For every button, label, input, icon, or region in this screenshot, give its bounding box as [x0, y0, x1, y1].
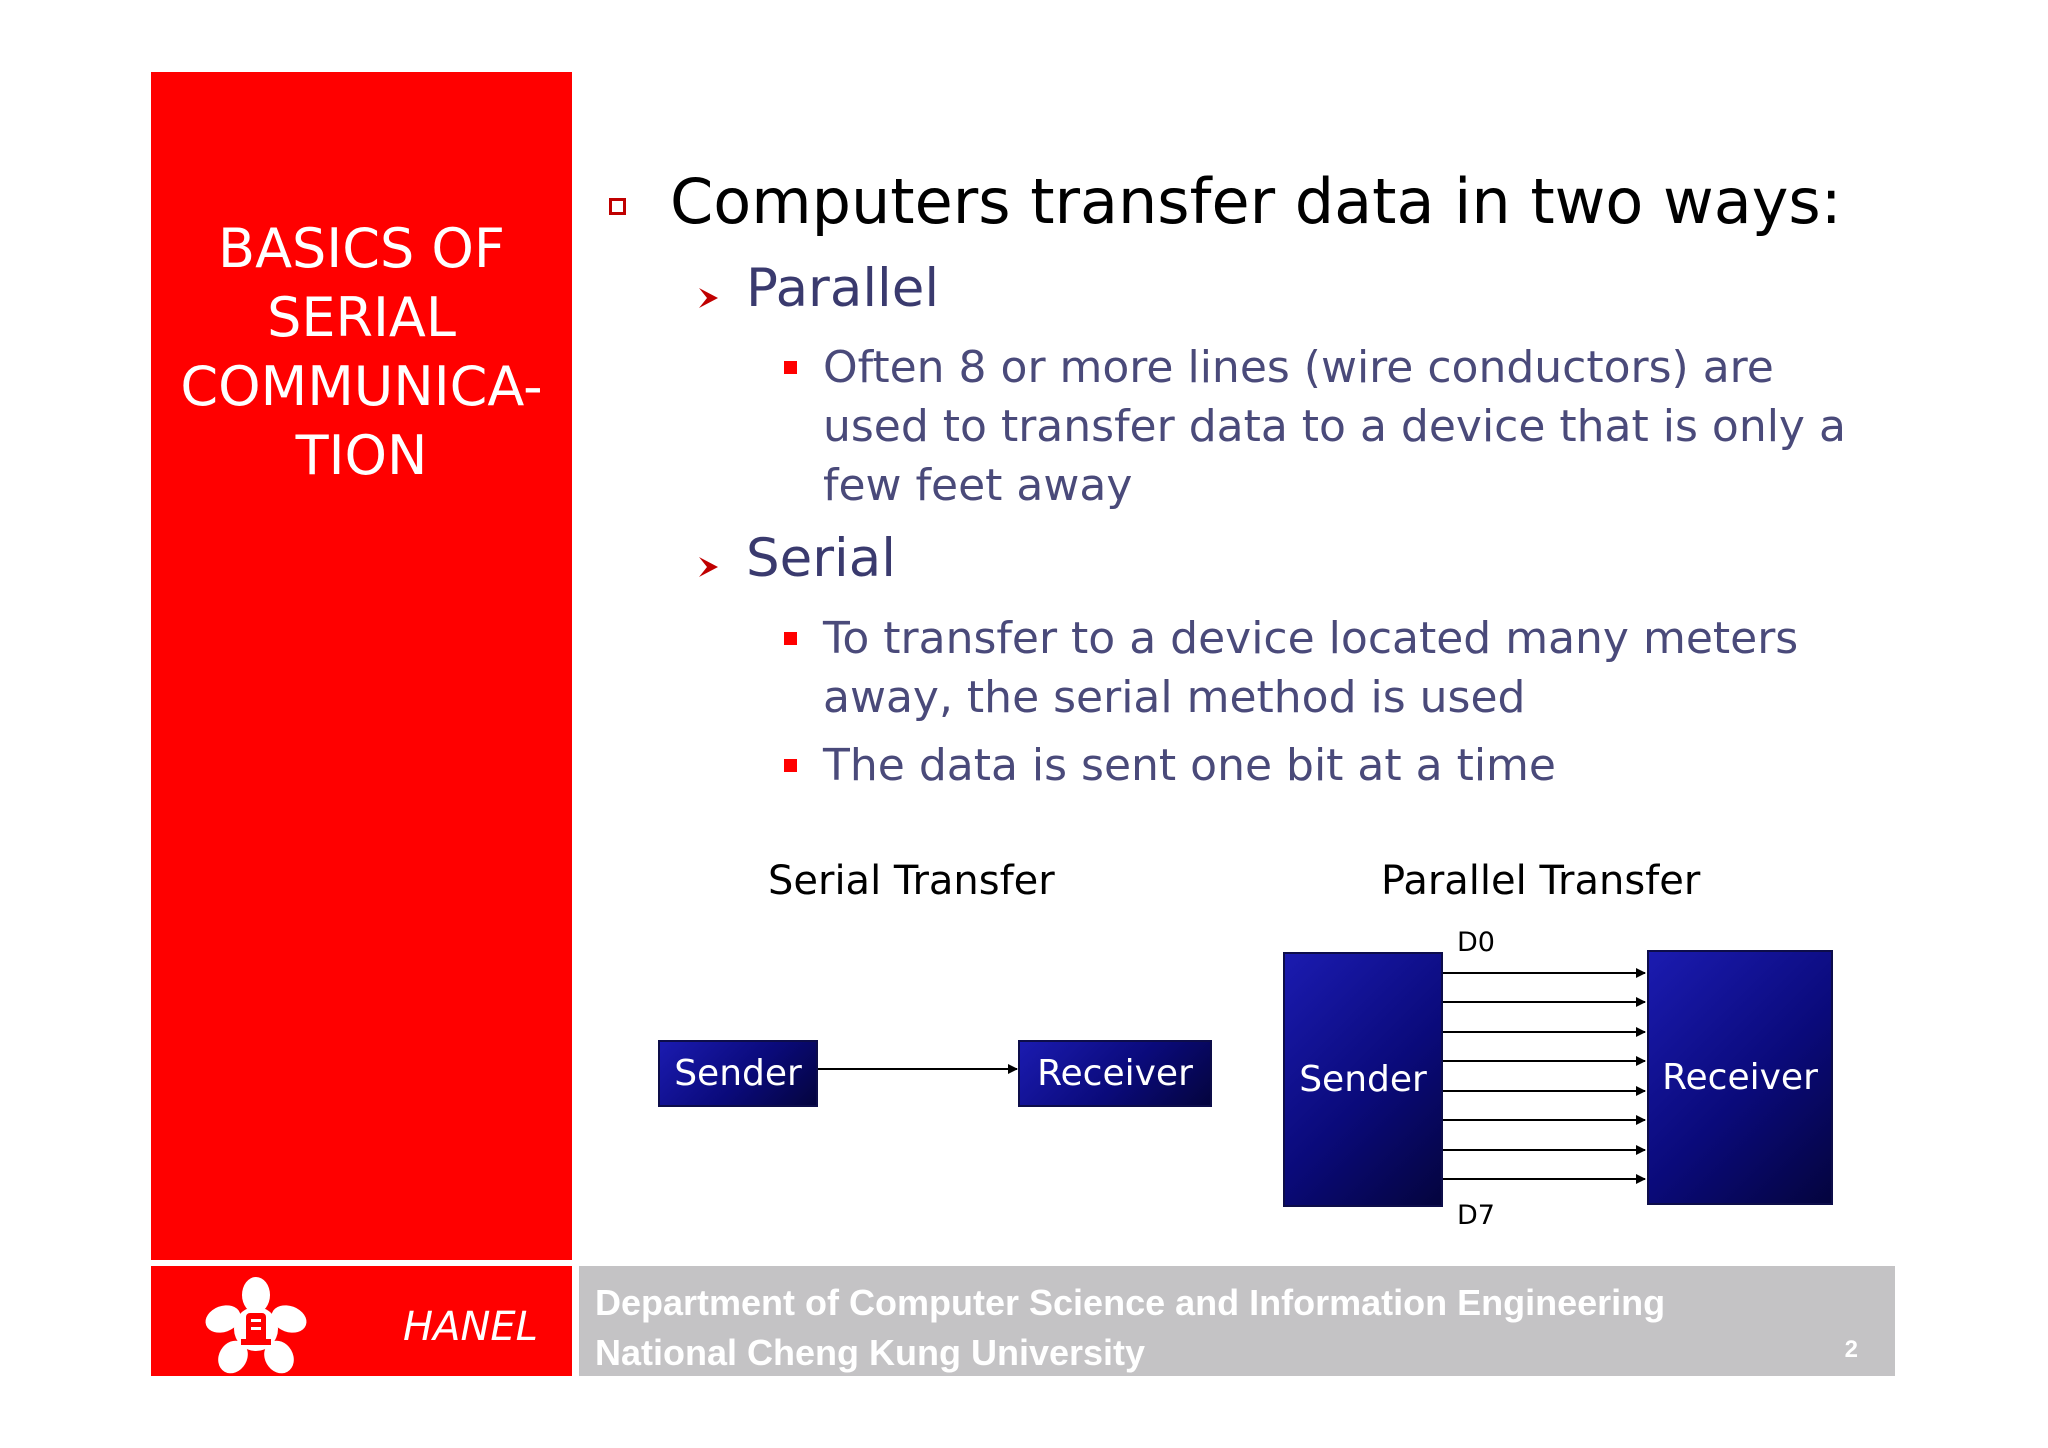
serial-receiver-box: [1018, 1040, 1212, 1107]
parallel-sender-box: [1283, 952, 1443, 1207]
serial-heading: Serial: [746, 528, 896, 589]
parallel-sender-label: Sender: [1299, 1059, 1427, 1100]
parallel-receiver-label: Receiver: [1662, 1057, 1818, 1098]
serial-transfer-title: Serial Transfer: [768, 858, 1055, 904]
parallel-transfer-title: Parallel Transfer: [1381, 858, 1701, 904]
section-title: BASICS OF SERIAL COMMUNICA- TION: [180, 217, 543, 487]
serial-bit-description: The data is sent one bit at a time: [823, 740, 1556, 791]
d7-label: D7: [1457, 1200, 1495, 1231]
page-number: 2: [1844, 1336, 1858, 1363]
serial-description: To transfer to a device located many meters away, the serial method is used: [823, 613, 1799, 723]
slide-heading: Computers transfer data in two ways:: [670, 165, 1842, 238]
serial-receiver-label: Receiver: [1037, 1053, 1193, 1094]
department-name: Department of Computer Science and Information Engineering: [595, 1282, 1666, 1323]
author-name: HANEL: [403, 1304, 538, 1350]
parallel-heading: Parallel: [746, 258, 940, 319]
serial-sender-label: Sender: [674, 1053, 802, 1094]
parallel-receiver-box: [1647, 950, 1833, 1205]
parallel-description: Often 8 or more lines (wire conductors) are used to transfer data to a device that is only a few feet away: [823, 342, 1846, 511]
university-name: National Cheng Kung University: [595, 1332, 1146, 1373]
serial-sender-box: [658, 1040, 818, 1107]
d0-label: D0: [1457, 927, 1495, 958]
